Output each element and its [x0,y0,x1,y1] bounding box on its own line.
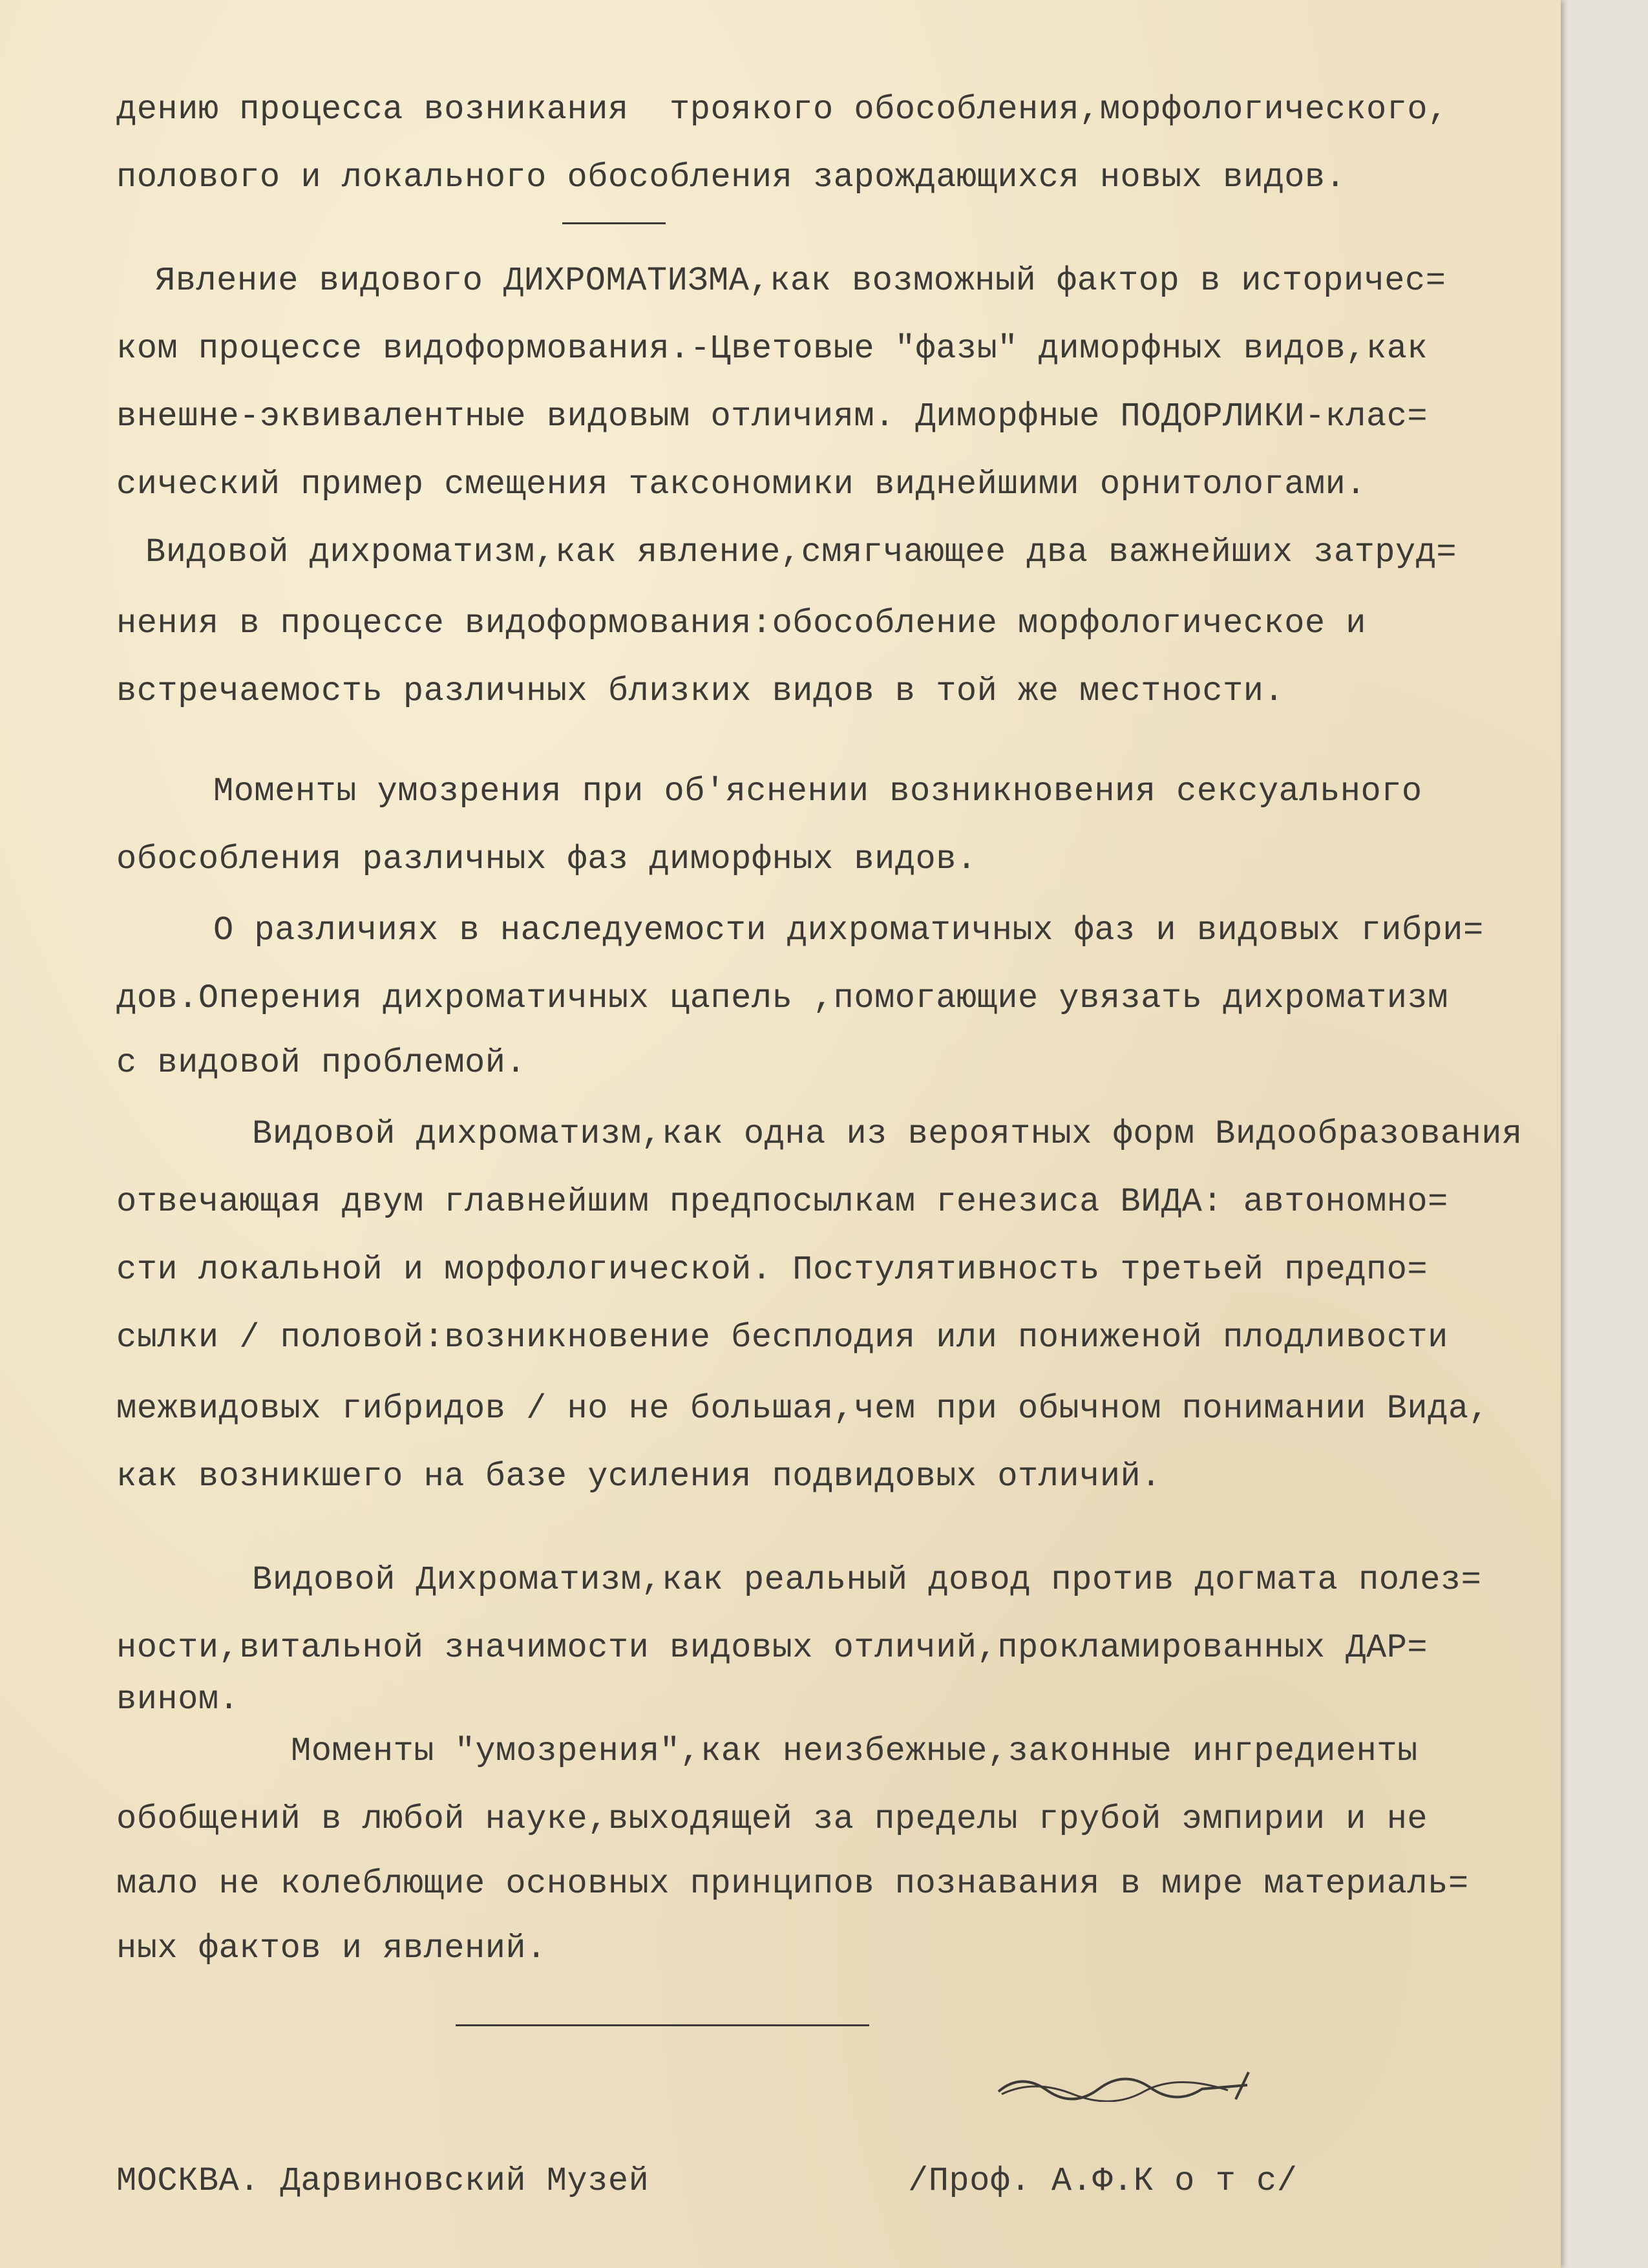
text-line: обобщений в любой науке,выходящей за пределы грубой эмпирии и не [116,1800,1428,1838]
divider [456,2024,869,2026]
text-line: сылки / половой:возникновение бесплодия или пониженой плодливости [116,1319,1448,1357]
text-line: отвечающая двум главнейшим предпосылкам генезиса ВИДА: автономно= [116,1183,1448,1221]
text-line: Моменты "умозрения",как неизбежные,законные ингредиенты [291,1732,1418,1770]
text-line: вином. [116,1680,240,1719]
text-line: встречаемость различных близких видов в той же местности. [116,672,1285,710]
text-line: Явление видового ДИХРОМАТИЗМА,как возможный фактор в историчес= [155,262,1446,300]
text-line: сти локальной и морфологической. Постулятивность третьей предпо= [116,1251,1428,1289]
footer-signature: /Проф. А.Ф.К о т с/ [908,2162,1298,2200]
text-line: Видовой дихроматизм,как одна из вероятных форм Видообразования [252,1115,1523,1153]
text-line: с видовой проблемой. [116,1044,527,1082]
text-line: мало не колеблющие основных принципов познавания в мире материаль= [116,1865,1469,1903]
footer-place: МОСКВА. Дарвиновский Музей [116,2162,650,2200]
divider [562,222,666,224]
text-line: внешне-эквивалентные видовым отличиям. Диморфные ПОДОРЛИКИ-клас= [116,397,1428,436]
text-line: ности,витальной значимости видовых отличий,прокламированных ДАР= [116,1629,1428,1667]
text-line: О различиях в наследуемости дихроматичных фаз и видовых гибри= [213,911,1484,949]
text-line: сический пример смещения таксономики виднейшими орнитологами. [116,465,1367,503]
text-line: ных фактов и явлений. [116,1929,547,1967]
text-line: обособления различных фаз диморфных видов. [116,840,977,878]
text-line: нения в процессе видоформования:обособление морфологическое и [116,604,1367,642]
text-line: дению процесса возникания троякого обособления,морфологического, [116,90,1448,129]
text-line: полового и локального обособления зарождающихся новых видов. [116,158,1346,196]
text-line: межвидовых гибридов / но не большая,чем при обычном понимании Вида, [116,1390,1490,1428]
text-line: Моменты умозрения при об'яснении возникновения сексуального [213,772,1422,811]
text-line: Видовой дихроматизм,как явление,смягчающее два важнейших затруд= [145,533,1457,571]
text-line: Видовой Дихроматизм,как реальный довод против догмата полез= [252,1561,1482,1599]
signature-overstrike [995,2066,1260,2102]
text-line: как возникшего на базе усиления подвидовых отличий. [116,1457,1161,1496]
text-line: дов.Оперения дихроматичных цапель ,помогающие увязать дихроматизм [116,979,1448,1017]
text-line: ком процессе видоформования.-Цветовые "фазы" диморфных видов,как [116,330,1428,368]
